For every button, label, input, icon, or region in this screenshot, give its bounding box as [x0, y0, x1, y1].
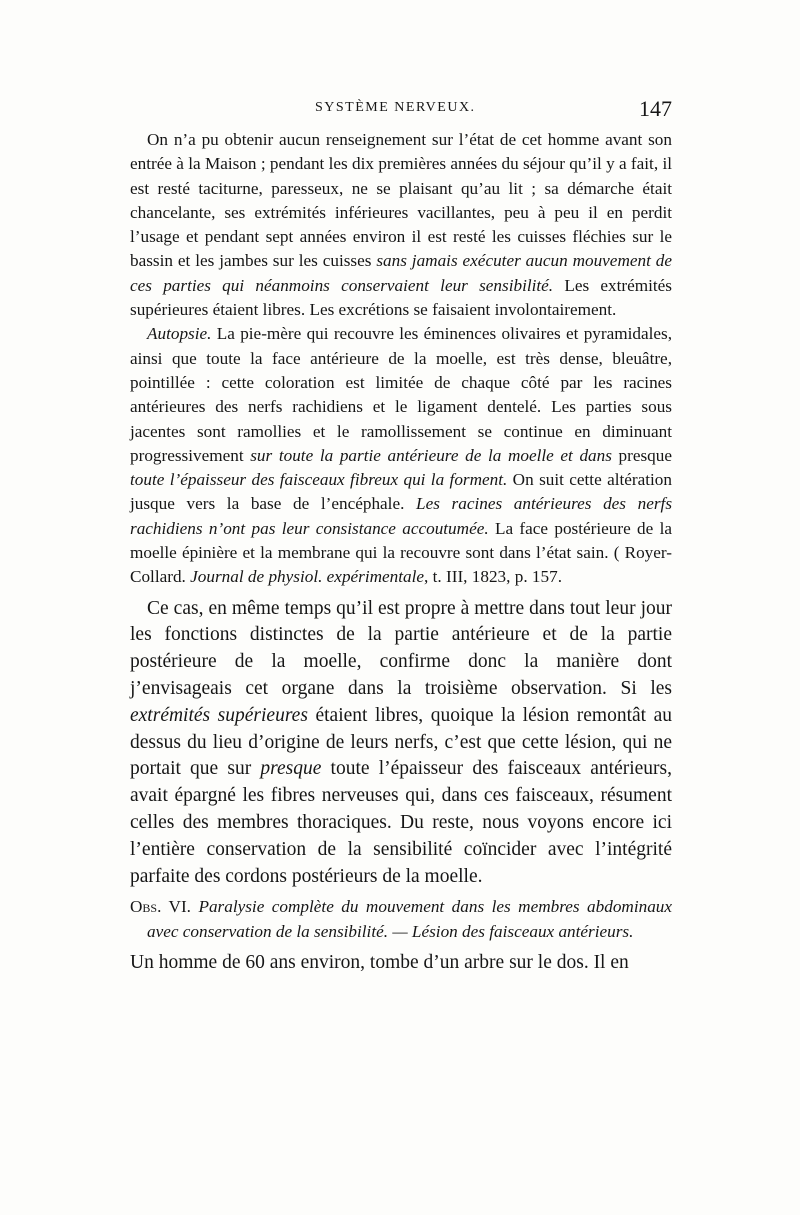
body-text — [130, 128, 672, 977]
observation-title: Paralysie complète du mouvement dans les membres abdominaux avec conservation de la sensibilité. — Lésion des faisceaux antérieurs. — [147, 897, 673, 941]
running-head — [130, 96, 672, 128]
citation-journal: Journal de physiol. expérimentale — [190, 567, 425, 587]
emphasis: toute l’épaisseur des faisceaux fibreux qui la forment. — [130, 470, 508, 490]
observation-paragraph: Un homme de 60 ans environ, tombe d’un arbre sur le dos. Il en — [130, 952, 629, 973]
emphasis: sans jamais exécuter aucun mouvement de ces parties qui néanmoins conservaient leur sensibilité. — [130, 251, 672, 295]
page-number: 147 — [639, 96, 672, 121]
case-description-paragraph: On n’a pu obtenir aucun renseignement sur l’état de cet homme avant son entrée à la Maison ; pendant les dix premières années du séjour qu’il y a fait, il est resté taciturne, paresseux, ne se plaisant qu’au lit ; sa démarche était chancelante, ses extrémités inférieures vacillantes, peu à peu il en perdit l’usage et pendant sept années environ il est resté les cuisses fléchies sur le bassin et les jambes sur les cuisses sans jamais exécuter aucun mouvement de ces parties qui néanmoins conservaient leur sensibilité. Les extrémités supérieures étaient libres. Les excrétions se faisaient involontairement. — [130, 130, 672, 320]
commentary-paragraph: Ce cas, en même temps qu’il est propre à mettre dans tout leur jour les fonctions distinctes de la partie antérieure et de la partie postérieure de la moelle, confirme donc la manière dont j’envisageais cet organe dans la troisième observation. Si les extrémités supérieures étaient libres, quoique la lésion remontât au dessus du lieu d’origine de leurs nerfs, c’est que cette lésion, qui ne portait que sur presque toute l’épaisseur des faisceaux antérieurs, avait épargné les fibres nerveuses qui, dans ces faisceaux, résument celles des membres thoraciques. Du reste, nous voyons encore ici l’entière conservation de la sensibilité coïncider avec l’intégrité parfaite des cordons postérieurs de la moelle. — [130, 597, 673, 887]
running-title: SYSTÈME NERVEUX. — [315, 100, 476, 115]
observation-label: Obs. VI. — [130, 897, 191, 917]
emphasis: sur toute la partie antérieure de la moelle et dans — [250, 445, 612, 465]
observation-heading — [130, 895, 672, 944]
emphasis: extrémités supérieures — [130, 704, 308, 726]
autopsy-lead: Autopsie. — [147, 324, 212, 344]
emphasis: Les racines antérieures des nerfs rachidiens n’ont pas leur consistance accoutumée. — [130, 494, 673, 538]
autopsy-paragraph: Autopsie. La pie-mère qui recouvre les éminences olivaires et pyramidales, ainsi que toute la face antérieure de la moelle, est très dense, bleuâtre, pointillée : cette coloration est limitée de chaque côté par les racines antérieures des nerfs rachidiens et le ligament dentelé. Les parties sous jacentes sont ramollies et le ramollissement se continue en diminuant progressivement sur toute la partie antérieure de la moelle et dans presque toute l’épaisseur des faisceaux fibreux qui la forment. On suit cette altération jusque vers la base de l’encéphale. Les racines antérieures des nerfs rachidiens n’ont pas leur consistance accoutumée. La face postérieure de la moelle épinière et la membrane qui la recouvre sont dans l’état sain. ( Royer-Collard. Journal de physiol. expérimentale, t. III, 1823, p. 157. — [130, 324, 673, 587]
emphasis: presque — [260, 758, 322, 780]
